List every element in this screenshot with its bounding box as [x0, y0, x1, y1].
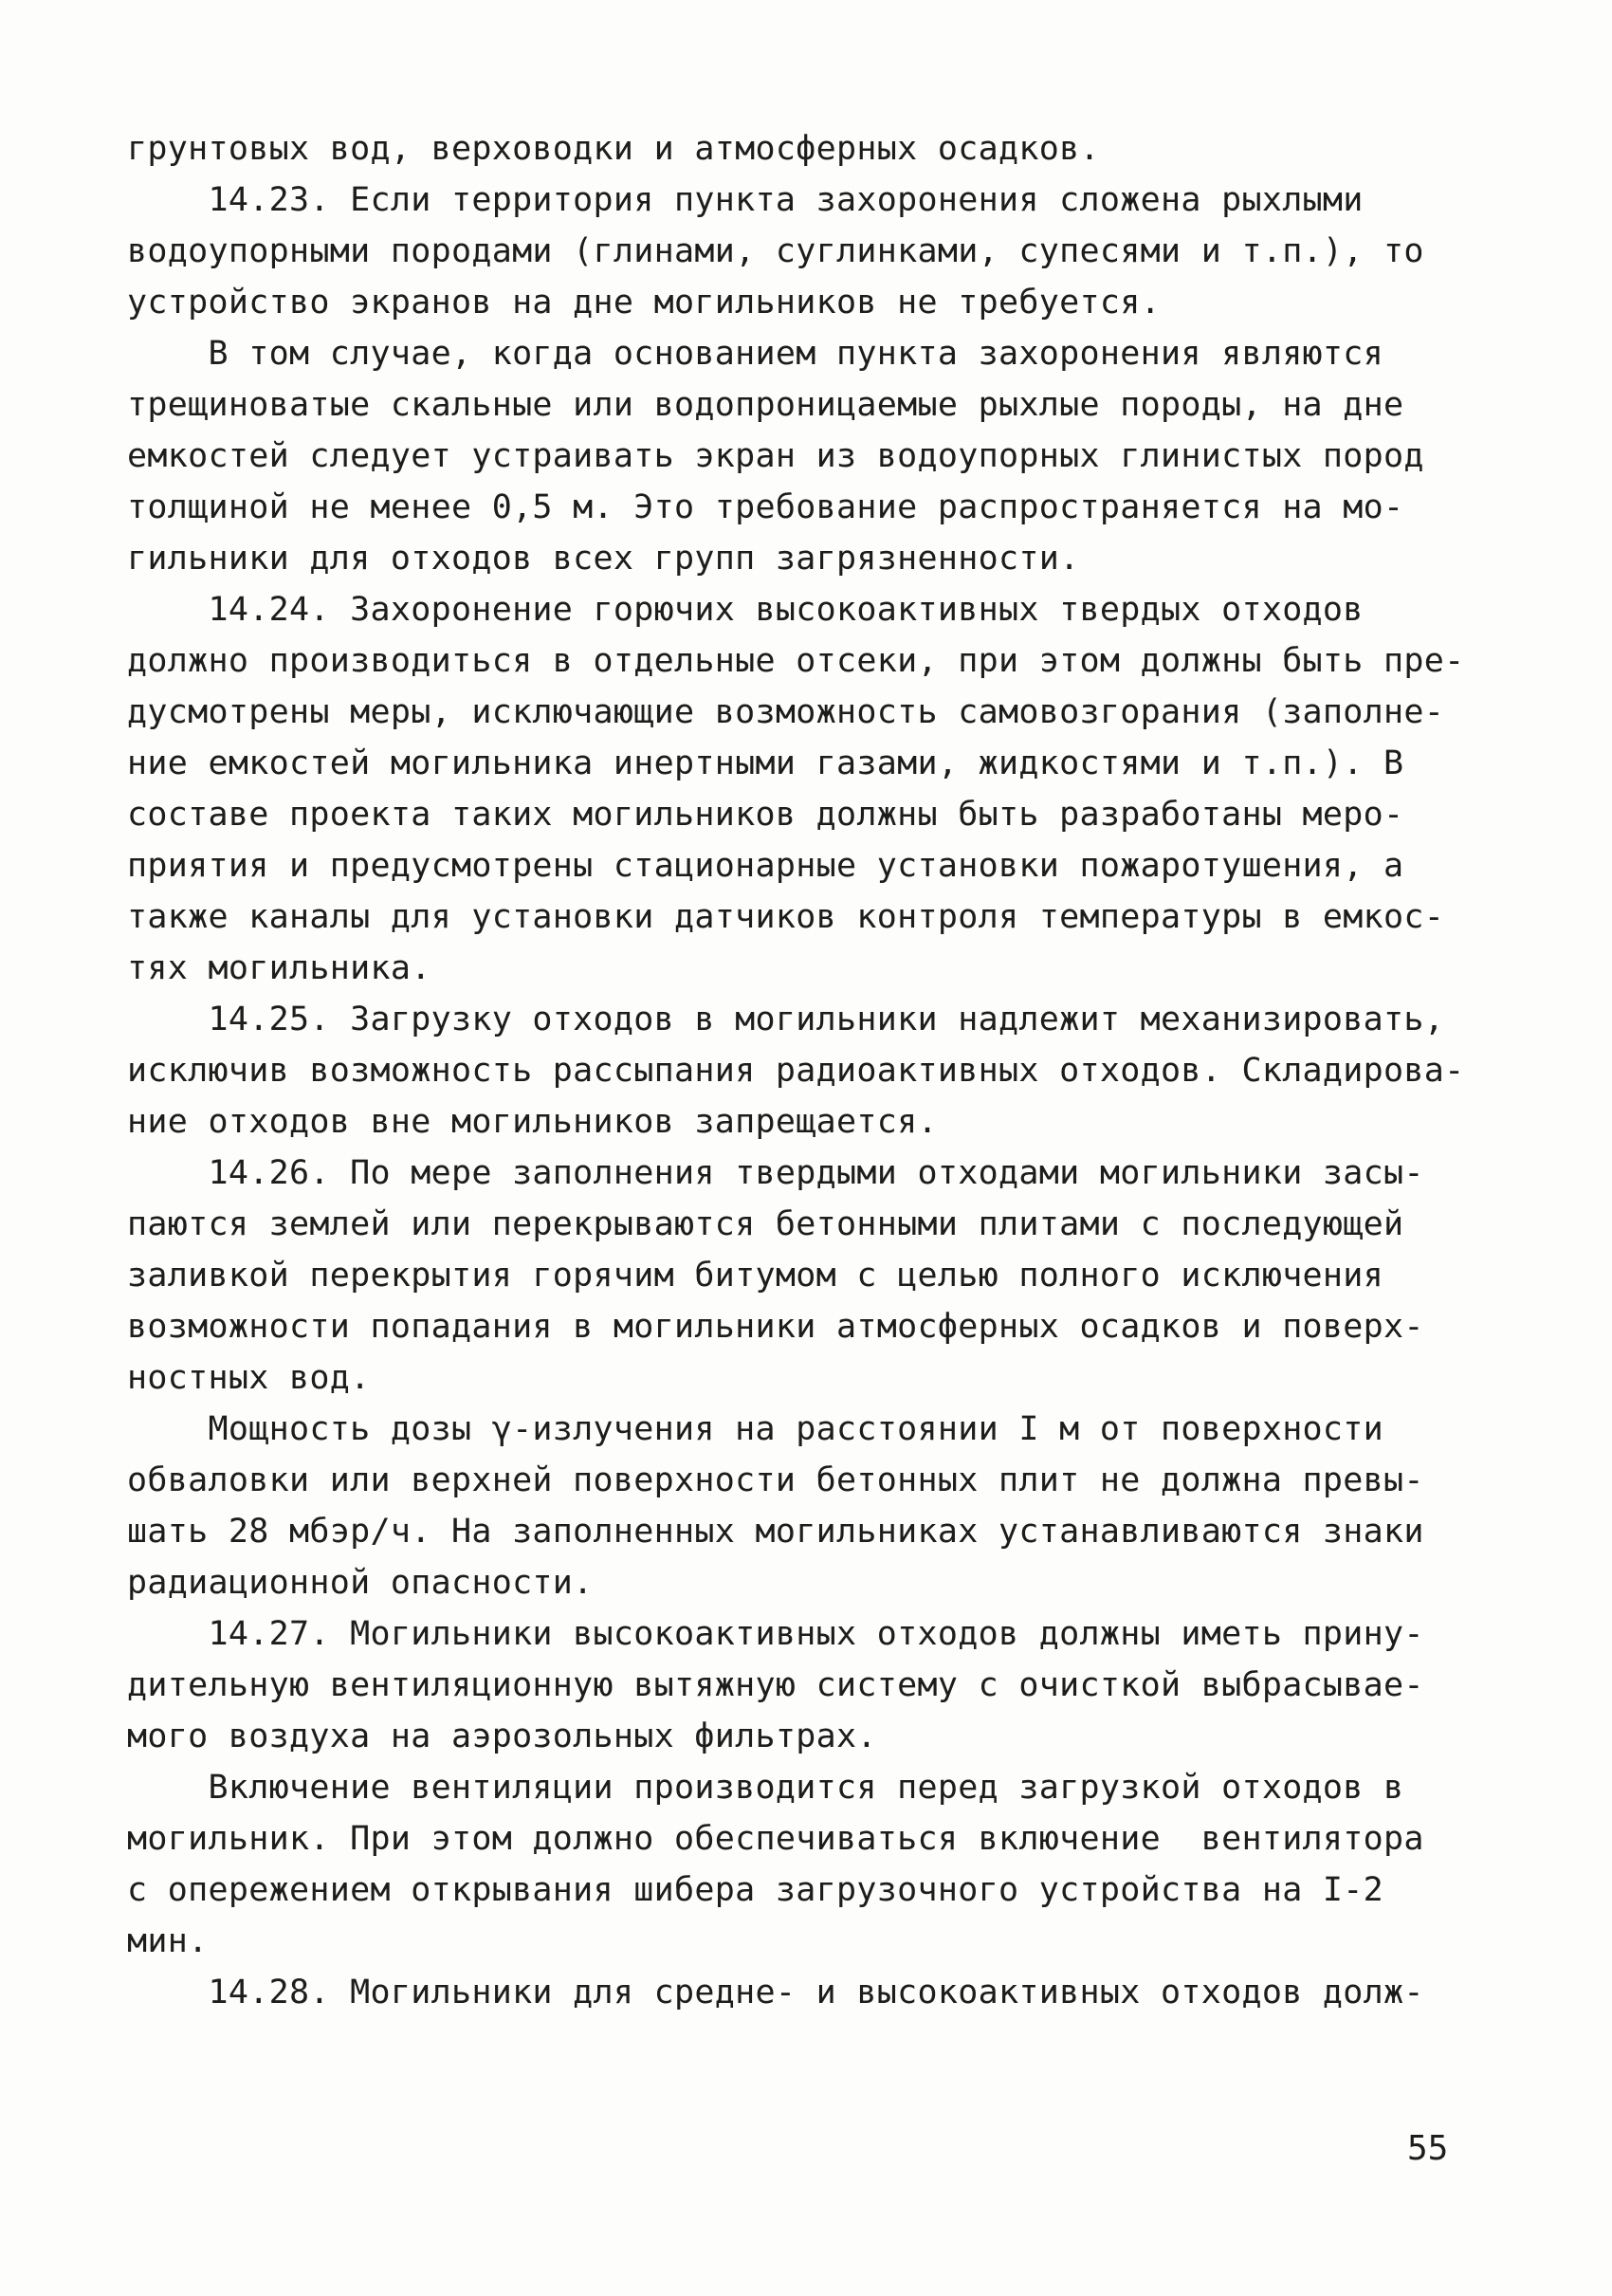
text-line: толщиной не менее 0,5 м. Это требование распространяется на мо- [127, 488, 1404, 526]
text-line: приятия и предусмотрены стационарные установки пожаротушения, а [127, 847, 1404, 885]
text-line: гильники для отходов всех групп загрязненности. [127, 540, 1080, 578]
text-line: 14.25. Загрузку отходов в могильники надлежит механизировать, [127, 1001, 1445, 1038]
text-line: радиационной опасности. [127, 1564, 594, 1602]
text-line: ние отходов вне могильников запрещается. [127, 1103, 938, 1141]
text-line: шать 28 мбэр/ч. На заполненных могильниках устанавливаются знаки [127, 1513, 1424, 1551]
text-line: также каналы для установки датчиков контроля температуры в емкос- [127, 898, 1445, 936]
body-text [127, 123, 1474, 2018]
text-line: заливкой перекрытия горячим битумом с целью полного исключения [127, 1257, 1384, 1295]
text-line: Включение вентиляции производится перед загрузкой отходов в [127, 1769, 1404, 1807]
text-line: мин. [127, 1922, 209, 1960]
text-line: ние емкостей могильника инертными газами, жидкостями и т.п.). В [127, 744, 1404, 782]
text-line: тях могильника. [127, 949, 431, 987]
text-line: обваловки или верхней поверхности бетонных плит не должна превы- [127, 1461, 1424, 1499]
text-line: водоупорными породами (глинами, суглинками, супесями и т.п.), то [127, 232, 1424, 270]
text-line: дусмотрены меры, исключающие возможность самовозгорания (заполне- [127, 693, 1445, 731]
text-line: возможности попадания в могильники атмосферных осадков и поверх- [127, 1308, 1424, 1346]
text-line: 14.28. Могильники для средне- и высокоактивных отходов долж- [127, 1974, 1424, 2011]
text-line: исключив возможность рассыпания радиоактивных отходов. Складирова- [127, 1052, 1465, 1090]
text-line: мого воздуха на аэрозольных фильтрах. [127, 1717, 877, 1755]
text-line: устройство экранов на дне могильников не требуется. [127, 284, 1161, 321]
text-line: ностных вод. [127, 1359, 371, 1397]
text-line: 14.23. Если территория пункта захоронения сложена рыхлыми [127, 181, 1364, 219]
text-line: с опережением открывания шибера загрузочного устройства на I-2 [127, 1871, 1384, 1909]
text-line: дительную вентиляционную вытяжную систему с очисткой выбрасывае- [127, 1666, 1424, 1704]
text-line: должно производиться в отдельные отсеки, при этом должны быть пре- [127, 642, 1465, 680]
page-number: 55 [1407, 2129, 1449, 2168]
text-line: В том случае, когда основанием пункта захоронения являются [127, 335, 1384, 373]
text-line: емкостей следует устраивать экран из водоупорных глинистых пород [127, 437, 1424, 475]
text-line: паются землей или перекрываются бетонными плитами с последующей [127, 1205, 1404, 1243]
text-line: 14.26. По мере заполнения твердыми отходами могильники засы- [127, 1154, 1424, 1192]
text-line: 14.27. Могильники высокоактивных отходов должны иметь прину- [127, 1615, 1424, 1653]
text-line: грунтовых вод, верховодки и атмосферных осадков. [127, 130, 1100, 168]
text-line: могильник. При этом должно обеспечиваться включение вентилятора [127, 1820, 1424, 1858]
text-line: трещиноватые скальные или водопроницаемые рыхлые породы, на дне [127, 386, 1404, 424]
text-line: 14.24. Захоронение горючих высокоактивных твердых отходов [127, 591, 1364, 629]
text-line: составе проекта таких могильников должны быть разработаны меро- [127, 796, 1404, 834]
text-line: Мощность дозы γ-излучения на расстоянии I м от поверхности [127, 1410, 1384, 1448]
